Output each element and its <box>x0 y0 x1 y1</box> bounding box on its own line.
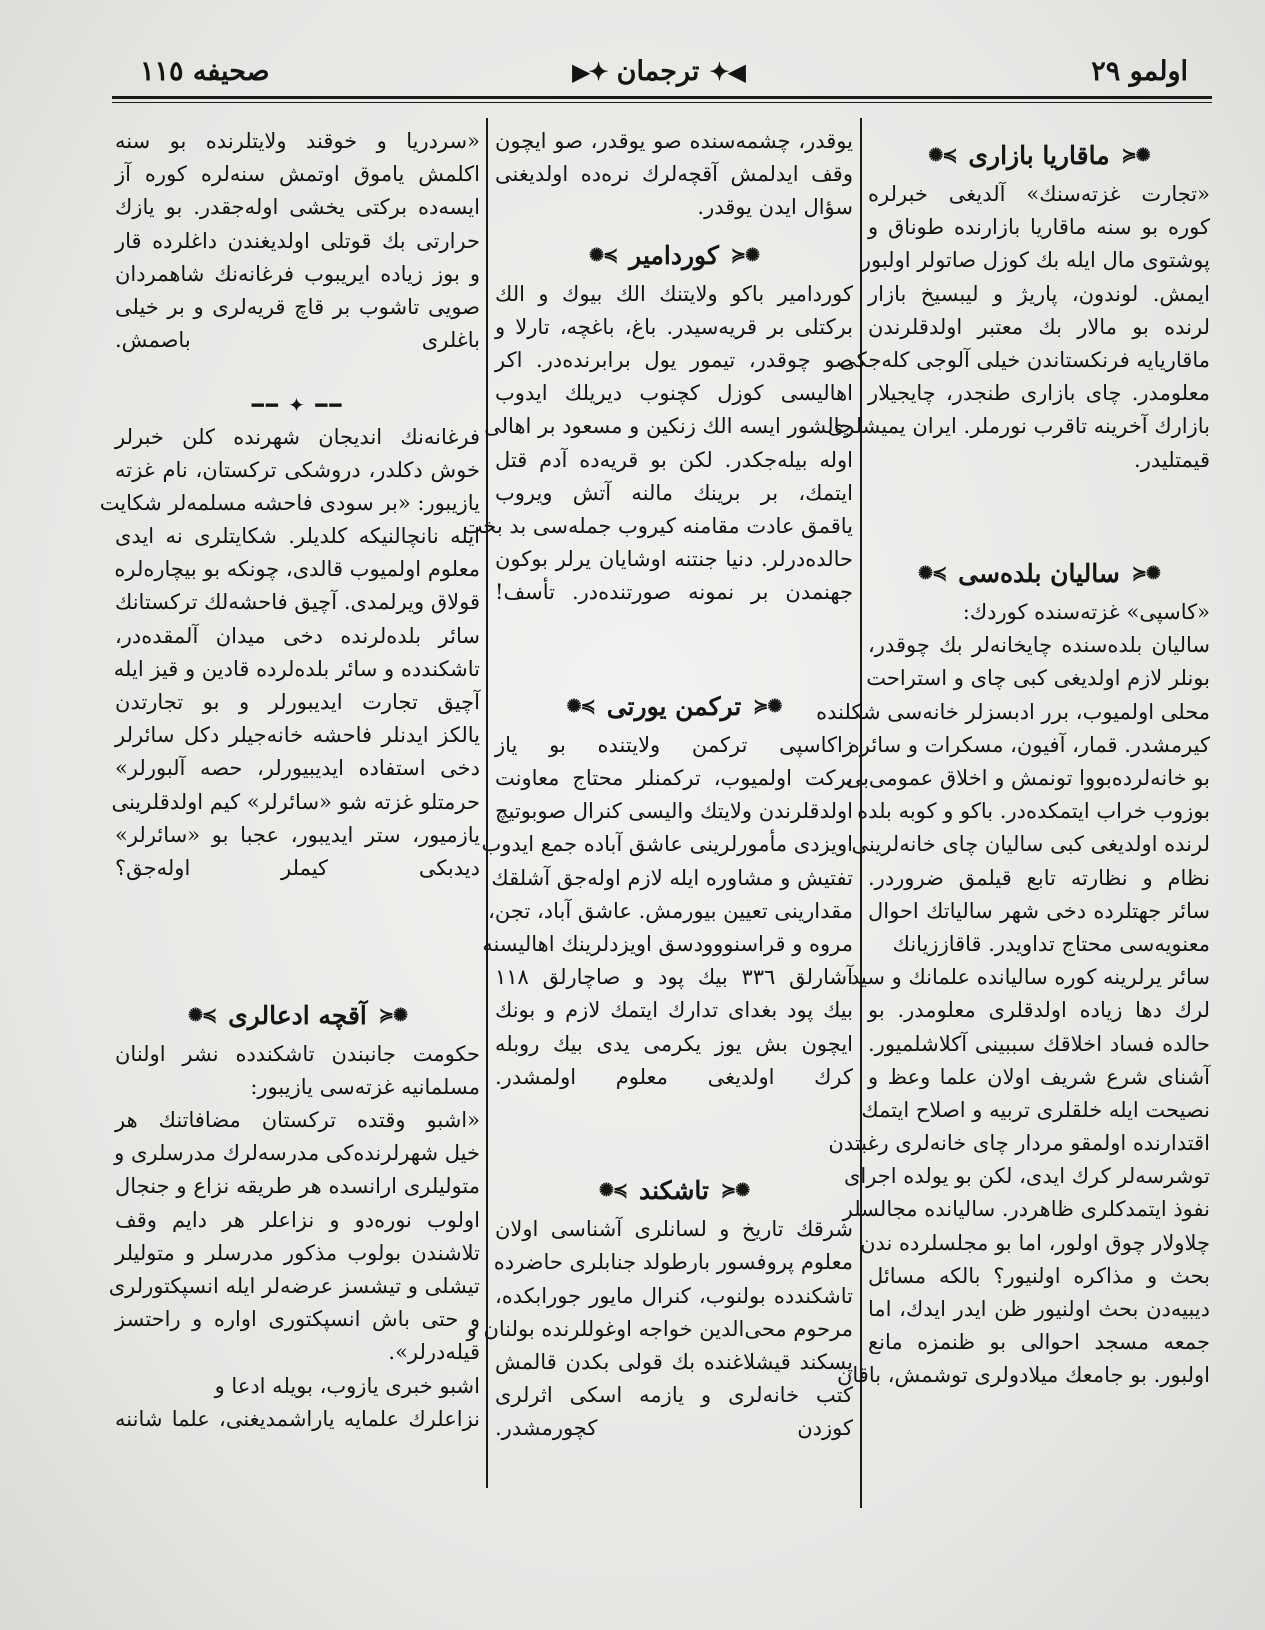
text-line: ديبيه‌دن بحث اولنيور ظن ايدر ايدك، اما <box>868 1297 1210 1321</box>
text-line: بيك پود بغداى تدارك ايتمك لازم و بونك <box>495 998 853 1023</box>
text-line: نصيحت ايله خلقلرى تربيه و اصلاح ايتمك <box>861 1097 1210 1122</box>
text-line: بو خانه‌لرده‌بووا تونمش و اخلاق عمومى‌بى <box>845 766 1210 790</box>
text-line: اقتدارنده اولمقو مردار چاى خانه‌لرى رغبتدن <box>828 1131 1210 1156</box>
text-line: پسكند قيشلاغنده بك قولى بكدن قالمش <box>495 1350 853 1374</box>
heading-turkmen-land: ✺≼ تركمن يورتى ≽✺ <box>566 691 782 721</box>
text-line <box>495 1446 853 1479</box>
text-line: بحث و مذاكره اولنيور؟ بالكه مسائل <box>868 1263 1210 1288</box>
text-line: فرغانه‌نك انديجان شهرنده كلن خبرلر <box>115 424 480 449</box>
heading-ornament-icon: ≽✺ <box>187 1004 217 1026</box>
heading-ornament-icon: ≽✺ <box>588 244 618 266</box>
text-line: حالده‌درلر. دنيا جنتنه اوشايان يرلر بوكون <box>495 547 853 572</box>
text-line <box>115 357 480 390</box>
text-line: حكومت جانبندن تاشكندده نشر اولنان <box>115 1041 480 1066</box>
text-line: مسلمانيه غزته‌سى يازيبور: <box>250 1074 480 1099</box>
text-line: ايتمك، بر برينك مالنه آتش ويروب <box>495 480 853 505</box>
text-line: سائر يرلرينه كوره ساليانده علمانك و سيد <box>850 965 1210 990</box>
masthead <box>572 56 744 87</box>
text-line: «سردريا و خوقند ولايتلرنده بو سنه <box>115 129 480 153</box>
text-line: بونلر لازم اولديغى كبى چاى و استراحت <box>866 666 1210 691</box>
text-line: ياقمق عادت مقامنه كيروب جمله‌سى بد بخت <box>462 513 853 538</box>
text-line: حرمتلو غزته شو «سائرلر» كيم اولدقلرينى <box>111 789 480 814</box>
text-line: يالكز ايدنلر فاحشه خانه‌جيلر دكل سائرلر <box>115 723 480 748</box>
heading-ornament-icon: ✺≼ <box>753 695 782 717</box>
text-line: چالشور ايسه الك زنكين و مسعود بر اهالى <box>484 414 853 439</box>
text-line: بازارك آخرينه تاقرب نورملر. ايران يميشلرى <box>827 414 1210 439</box>
text-line <box>868 1426 1210 1459</box>
text-line: اشبو خبرى يازوب، بويله ادعا و <box>214 1373 480 1398</box>
text-line: خيل شهرلرنده‌كى مدرسه‌لرك مدرسلرى و <box>114 1141 480 1166</box>
text-line: يازميور، ستر ايديبور، عجبا بو «سائرلر» <box>115 822 480 847</box>
text-line: مرحوم محى‌الدين خواجه اوغوللرنده بولنان و <box>466 1316 853 1341</box>
header-rule <box>112 96 1212 99</box>
text-line: وقف ايدلمش آقچه‌لرك نره‌ده اولديغنى <box>495 162 853 187</box>
text-line: كوزدن كچورمشدر. <box>495 1416 853 1441</box>
text-line: كيرمشدر. قمار، آفيون، مسكرات و سائره <box>848 732 1210 757</box>
text-line: نزاعلرك علمايه ياراشمديغنى، علما شاننه <box>115 1406 480 1431</box>
heading-ornament-icon: ✺≼ <box>721 1180 750 1202</box>
heading-maqariya-bazaar: ✺≼ ماقاريا بازاری ≽✺ <box>928 141 1150 170</box>
text-line: آشناى شرع شريف اولان علما وعظ و <box>868 1064 1210 1089</box>
text-line: زاكاسپى تركمن ولايتنده بو ياز <box>495 732 853 757</box>
text-line: ماقاريايه فرنكستاندن خيلى آلوجى كله‌جكى <box>839 347 1210 372</box>
text-line: پوشتوى مال ايله بك كوزل صاتولر اولبور <box>860 248 1210 273</box>
text-line: توشرسه‌لر كرك ايدى، لكن بو يولده اجراى <box>843 1164 1210 1189</box>
heading-ornament-icon: ≽✺ <box>566 695 595 717</box>
text-line: لرنده بو مالار بك معتبر اولدقلرندن <box>868 314 1210 339</box>
heading-salyan-municipality: ✺≼ ساليان بلده‌سى ≽✺ <box>918 559 1160 589</box>
text-line: «اشبو وقتده تركستان مضافاتنك هر <box>115 1108 480 1133</box>
text-line: اكلمش ياموق اوتمش سنه‌لره كوره آز <box>115 162 480 187</box>
text-line <box>115 1436 480 1469</box>
text-line: نفوذ ايتمدكلرى ظاهردر. ساليانده مجالسلر <box>842 1197 1210 1222</box>
text-line: مروه و قراسنووودسق اويزدلرينك اهاليسنه <box>482 931 853 956</box>
text-line <box>115 885 480 918</box>
text-line: شرقك تاريخ و لسانلرى آشناسى اولان <box>495 1217 853 1242</box>
text-line: اولدقلرندن ولايتك واليسى كنرال صوبوتيچ <box>494 799 853 824</box>
text-line: دخى استفاده ايديبيورلر، حصه آلبورلر» <box>115 756 480 781</box>
page-header <box>118 50 1198 96</box>
text-line: معلوم پروفسور بارطولد جنابلرى حاضرده <box>493 1250 853 1275</box>
column-divider-left <box>486 118 488 1488</box>
text-line: سؤال ايدن يوقدر. <box>697 195 853 220</box>
text-line: حالده فساد اخلاقك سببينى آكلاشلميور. <box>868 1031 1210 1056</box>
text-line: «كاسپى» غزته‌سنده كوردك: <box>962 600 1210 625</box>
text-line: كرك اولديغى معلوم اولمشدر. <box>495 1064 853 1089</box>
text-line: آچيق تجارت ايديبورلر و بو تجارتدن <box>115 690 480 714</box>
text-line: ايمش. لوندون، پاريژ و ليبسيخ بازار <box>868 281 1210 306</box>
newspaper-title: ترجمان <box>616 56 700 87</box>
text-line <box>868 1492 1210 1525</box>
text-line <box>495 609 853 642</box>
text-line: اويزدى مأمورلرينى عاشق آباده جمع ايدوب <box>481 832 853 857</box>
text-line: معنويه‌سى محتاج تداويدر. قاقاززيانك <box>892 931 1210 956</box>
column-left <box>99 125 480 1525</box>
text-line <box>868 477 1210 510</box>
text-line: لرك دها زياده اولدقلرى معلومدر. بو <box>868 998 1210 1023</box>
text-line <box>115 918 480 951</box>
text-line: يوقدر، چشمه‌سنده صو يوقدر، صو ايچون <box>495 129 853 153</box>
text-line: يازيبور: «بر سودى فاحشه مسلمه‌لر شكايت <box>99 490 480 515</box>
heading-ornament-icon: ≽✺ <box>598 1180 627 1202</box>
text-line: تفتيش و مشاوره ايله لازم اوله‌جق آشلقك <box>491 865 853 890</box>
heading-ornament-icon: ✺≼ <box>1131 563 1160 585</box>
text-line: ايله نانچالنيكه كلديلر. شكايتلرى نه ايدى <box>115 524 480 549</box>
text-line: اوله بيله‌جكدر. لكن بو قريه‌ده آدم قتل <box>495 447 853 472</box>
text-line: ديدبكى كيملر اوله‌جق؟ <box>115 855 480 880</box>
text-line: باغلرى باصمش. <box>115 328 480 353</box>
text-line: اولبور. بو جامعك ميلادولرى توشمش، باقان <box>836 1363 1210 1388</box>
text-line: متوليلرى ارانسده هر طريقه نزاع و جنجال <box>115 1174 480 1199</box>
text-line: و بوز زياده ايريبوب فرغانه‌نك شاهمردان <box>115 261 480 286</box>
text-line <box>868 1393 1210 1426</box>
header-rule-thin <box>112 102 1212 103</box>
text-line: كوره بو سنه ماقاريا بازارنده طوناق و <box>868 215 1210 240</box>
masthead-ornament-left-icon: ✦▶ <box>572 57 607 86</box>
text-line: بوزوب خراب ايتمكده‌در. باكو و كوبه بلده <box>857 799 1210 824</box>
text-line: قيمتليدر. <box>1134 447 1210 472</box>
text-line: كوردامير باكو ولايتنك الك بيوك و الك <box>495 281 853 306</box>
text-line <box>495 643 853 676</box>
text-line: سائر بلده‌لرنده دخى ميدان آلمقده‌در، <box>115 623 480 648</box>
heading-money-claims: ✺≼ آقچه ادعالرى ≽✺ <box>187 1000 408 1030</box>
text-line: قيله‌درلر». <box>388 1340 480 1365</box>
heading-tashkent: ✺≼ تاشكند ≽✺ <box>598 1176 750 1206</box>
text-line: و حتى باش انسپكتورى اواره و راحتسز <box>115 1307 480 1332</box>
text-line <box>868 510 1210 543</box>
text-line: خوش دكلدر، دروشكى تركستان، نام غزته <box>115 457 480 482</box>
text-line <box>495 1127 853 1160</box>
text-line: محلى اولميوب، برر ادبسزلر خانه‌سى شكلنده <box>816 699 1210 724</box>
heading-kurdamir: ✺≼ كوردامير ≽✺ <box>588 240 760 270</box>
text-line: نظام و نظارته تابع قيلمق ضروردر. <box>868 865 1210 890</box>
text-line: معلوم اولميوب قالدى، چونكه بو بيچاره‌لره <box>114 557 480 582</box>
text-line: تاشكندده و سائر بلده‌لرده قادين و قيز ايله <box>113 656 480 681</box>
heading-ornament-icon: ✺≼ <box>730 244 760 266</box>
text-line: صو چوقدر، تيمور يول برابرنده‌در. اكر <box>495 347 853 372</box>
text-line: اهاليسى كوزل كچنوب ديريلك ايدوب <box>495 381 853 406</box>
heading-ornament-icon: ≽✺ <box>918 563 947 585</box>
column-right <box>816 125 1210 1525</box>
text-line: تلاشندن بولوب مذكور مدرسلر و متوليلر <box>115 1240 480 1265</box>
text-line: تاشكندده بولنوب، كنرال مايور جورابكده، <box>495 1283 853 1308</box>
issue-date: اولمو ٢٩ <box>1091 56 1188 87</box>
text-line: سائر جهتلرده دخى شهر سالياتك احوال <box>868 898 1210 923</box>
heading-ornament-icon: ✺≼ <box>378 1004 408 1026</box>
text-line: كتب خانه‌لرى و يازمه اسكى اثرلرى <box>495 1383 853 1408</box>
text-line: اولوب نوره‌دو و نزاعلر هر دايم وقف <box>115 1207 480 1232</box>
text-line: مقدارينى تعيين بيورمش. عاشق آباد، تجن، <box>488 898 853 923</box>
text-line: جمعه مسجد احوالى بو ظنمزه مانع <box>868 1330 1210 1355</box>
text-line: قولاق ويرلمدى. آچيق فاحشه‌لك تركستانك <box>115 590 480 615</box>
text-line: چلاولار چوق اولور، اما بو مجلسلرده ندن <box>860 1230 1210 1255</box>
text-line: لرنده اولديغى كبى ساليان چاى خانه‌لرينى <box>851 832 1210 857</box>
text-line: ايسه‌ده بركتى يخشى اوله‌جقدر. بو يازك <box>115 195 480 220</box>
column-middle <box>462 125 853 1525</box>
text-line: تيشلى و تيشسز عرضه‌لر ايله انسپكتورلرى <box>108 1274 480 1298</box>
text-line: بركت اولميوب، تركمنلر محتاج معاونت <box>495 766 853 790</box>
text-line: بركتلى بر قريه‌سيدر. باغ، باغچه، تارلا و <box>495 314 853 339</box>
text-line: «تجارت غزته‌سنك» آلديغى خبرلره <box>868 182 1210 206</box>
text-line: جهنمدن بر نمونه صورتنده‌در. تأسف! <box>495 580 853 605</box>
text-line: ساليان بلده‌سنده چايخانه‌لر بك چوقدر، <box>868 633 1210 658</box>
heading-ornament-icon: ≽✺ <box>928 145 957 166</box>
text-line <box>495 1094 853 1127</box>
text-line <box>115 952 480 985</box>
masthead-ornament-right-icon: ◀✦ <box>709 57 744 86</box>
text-line: معلومدر. چاى بازارى طنجدر، چايجيلار <box>868 381 1210 406</box>
section-separator: ━━ ✦ ━━ <box>251 392 344 417</box>
text-line: ايچون بش يوز يكرمى يدى بيك روبله <box>495 1031 853 1056</box>
text-line: حرارتى بك قوتلى اولديغندن داغلرده قار <box>115 228 480 253</box>
heading-ornament-icon: ✺≼ <box>1121 145 1150 166</box>
text-line <box>868 1459 1210 1492</box>
text-line: آشارلق ٣٣٦ بيك پود و صاچارلق ١١٨ <box>495 965 853 990</box>
text-line: صويى تاشوب بر قاچ قريه‌لرى و بر خيلى <box>115 294 480 319</box>
page-number: صحيفه ١١٥ <box>140 56 270 87</box>
